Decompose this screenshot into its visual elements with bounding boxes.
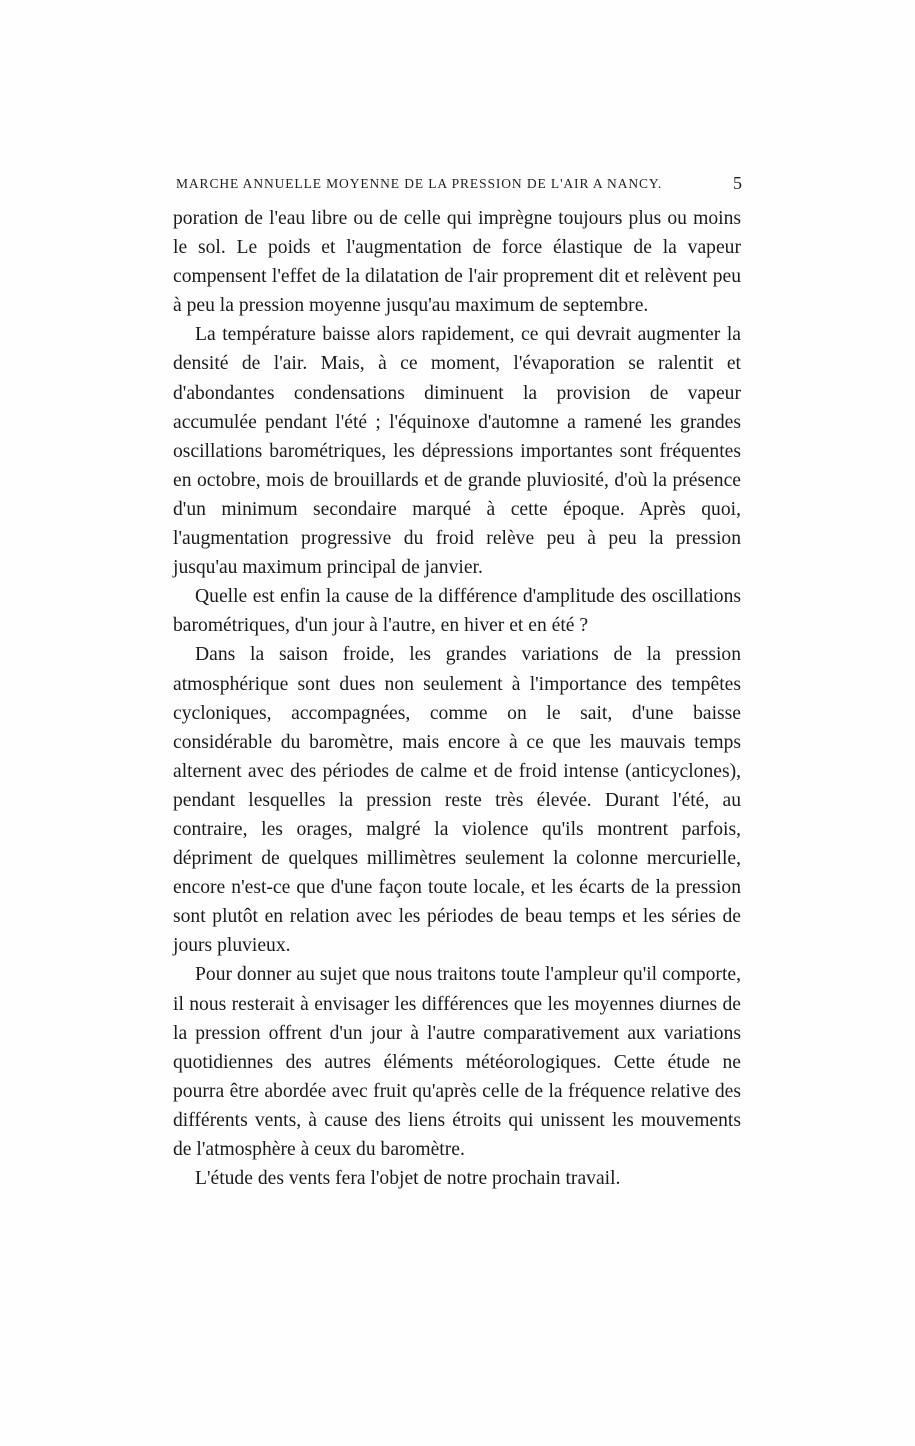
paragraph-continuation: poration de l'eau libre ou de celle qui imprègne toujours plus ou moins le sol. Le poids et l'augmentation de force élastique de la vapeur compensent l'effet de la dilatation de l'air proprement dit et relèvent peu à peu la pression moyenne jusqu'au maximum de septembre.: [173, 208, 741, 317]
running-head: [176, 173, 742, 198]
running-head-title: MARCHE ANNUELLE MOYENNE DE LA PRESSION DE L'AIR A NANCY.: [176, 176, 663, 191]
paragraph: Quelle est enfin la cause de la différence d'amplitude des oscillations barométriques, d'un jour à l'autre, en hiver et en été ?: [173, 586, 741, 637]
page-number: 5: [733, 173, 742, 193]
paragraph: Pour donner au sujet que nous traitons toute l'ampleur qu'il comporte, il nous resterait à envisager les différences que les moyennes diurnes de la pression offrent d'un jour à l'autre comparativement aux variations quotidiennes des autres éléments météorologiques. Cette étude ne pourra être abordée avec fruit qu'après celle de la fréquence relative des différents vents, à cause des liens étroits qui unissent les mouvements de l'atmosphère à ceux du baromètre.: [173, 964, 741, 1160]
paragraph: Dans la saison froide, les grandes variations de la pression atmosphérique sont dues non seulement à l'importance des tempêtes cycloniques, accompagnées, comme on le sait, d'une baisse considérable du baromètre, mais encore à ce que les mauvais temps alternent avec des périodes de calme et de froid intense (anticyclones), pendant lesquelles la pression reste très élevée. Durant l'été, au contraire, les orages, malgré la violence qu'ils montrent parfois, dépriment de quelques millimètres seulement la colonne mercurielle, encore n'est-ce que d'une façon toute locale, et les écarts de la pression sont plutôt en relation avec les périodes de beau temps et les séries de jours pluvieux.: [173, 644, 741, 957]
paragraph-final: L'étude des vents fera l'objet de notre prochain travail.: [195, 1168, 621, 1190]
body-text: [173, 204, 741, 1193]
paragraph: La température baisse alors rapidement, ce qui devrait augmenter la densité de l'air. Mais, à ce moment, l'évaporation se ralentit et d'abondantes condensations diminuent la provision de vapeur accumulée pendant l'été ; l'équinoxe d'automne a ramené les grandes oscillations barométriques, les dépressions importantes sont fréquentes en octobre, mois de brouillards et de grande pluviosité, d'où la présence d'un minimum secondaire marqué à cette époque. Après quoi, l'augmentation progressive du froid relève peu à peu la pression jusqu'au maximum principal de janvier.: [173, 324, 741, 579]
